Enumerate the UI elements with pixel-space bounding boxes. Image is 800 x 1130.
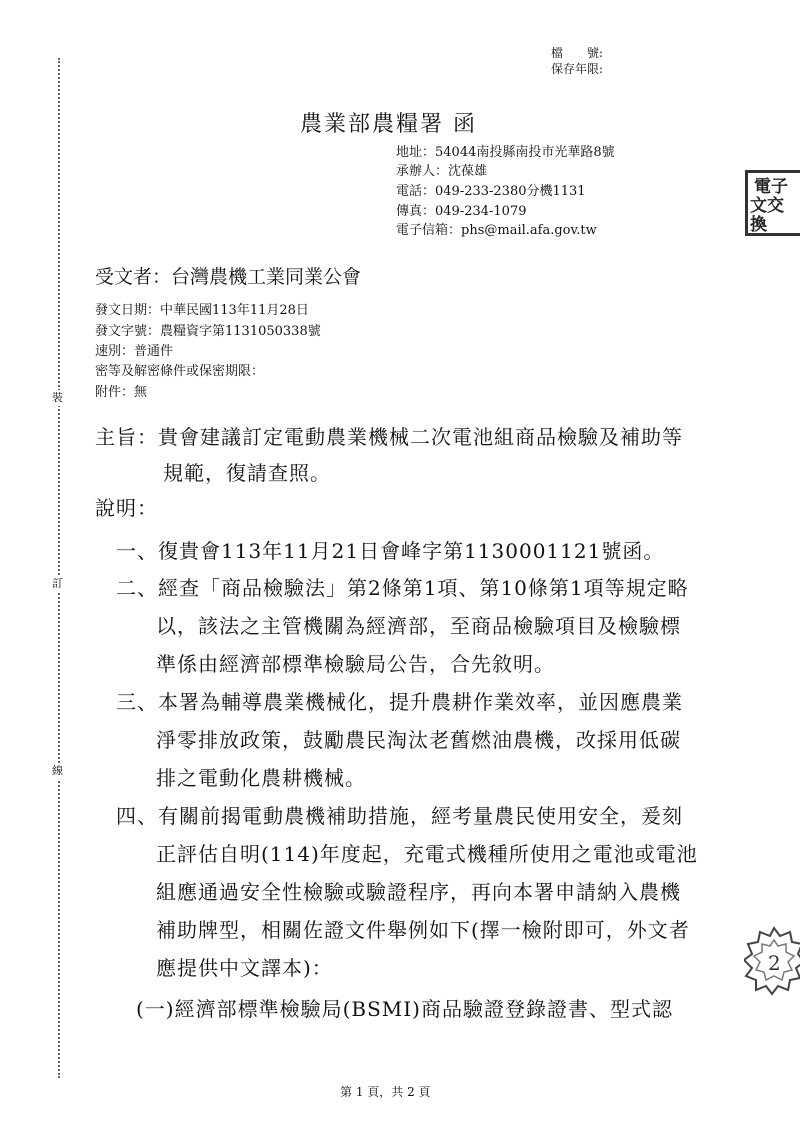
explanation-item-3-line-1: 三、本署為輔導農業機械化，提升農耕作業效率，並因應農業 [116,690,683,714]
svg-text:電子: 電子 [754,177,788,197]
page-seal-icon [744,926,800,996]
explanation-item-2-line-2: 以，該法之主管機關為經濟部，至商品檢驗項目及檢驗標 [156,614,681,638]
retention-period-label: 保存年限: [551,62,604,76]
subject-line-1: 主旨：貴會建議訂定電動農業機械二次電池組商品檢驗及補助等 [95,425,683,449]
svg-text:換: 換 [750,215,767,233]
explanation-sub-item-1: (一)經濟部標準檢驗局(BSMI)商品驗證登錄證書、型式認 [136,997,673,1021]
document-title: 農業部農糧署 函 [300,112,477,137]
delivery-speed: 速別：普通件 [95,344,174,359]
sender-email: 電子信箱：phs@mail.afa.gov.tw [396,223,597,238]
secrecy-level: 密等及解密條件或保密期限： [95,364,265,379]
binding-mark-ding: 訂 [52,577,63,590]
svg-text:文交: 文交 [750,196,784,216]
explanation-heading: 說明： [95,496,158,520]
explanation-item-4-line-5: 應提供中文譯本)： [156,956,333,980]
issue-date: 發文日期：中華民國113年11月28日 [95,303,309,318]
page-footer: 第 1 頁，共 2 頁 [340,1085,431,1099]
subject-line-2: 規範，復請查照。 [163,461,331,485]
electronic-exchange-stamp [745,170,800,236]
explanation-item-4-line-2: 正評估自明(114)年度起，充電式機種所使用之電池或電池 [156,842,698,866]
explanation-item-3-line-2: 淨零排放政策，鼓勵農民淘汰老舊燃油農機，改採用低碳 [156,728,681,752]
binding-mark-zhuang: 裝 [52,391,63,404]
stamp-glyphs-icon [750,175,800,233]
sender-phone: 電話：049-233-2380分機1131 [396,184,586,199]
explanation-item-3-line-3: 排之電動化農耕機械。 [156,766,366,790]
explanation-item-1: 一、復貴會113年11月21日會峰字第1130001121號函。 [116,539,665,563]
file-number-label: 檔 號: [551,46,604,60]
explanation-item-4-line-4: 補助牌型，相關佐證文件舉例如下(擇一檢附即可，外文者 [156,918,690,942]
sender-contact: 承辦人：沈葆雄 [396,164,488,179]
sender-fax: 傳真：049-234-1079 [396,204,527,219]
explanation-item-2-line-1: 二、經查「商品檢驗法」第2條第1項、第10條第1項等規定略 [116,576,689,600]
sender-address: 地址：54044南投縣南投市光華路8號 [396,145,615,160]
attachment: 附件：無 [95,385,148,400]
seal-number: 2 [768,951,781,975]
recipient: 受文者：台灣農機工業同業公會 [95,266,362,288]
explanation-item-2-line-3: 準係由經濟部標準檢驗局公告，合先敘明。 [156,652,555,676]
document-number: 發文字號：農糧資字第1131050338號 [95,324,321,339]
binding-mark-xian: 線 [52,764,63,777]
explanation-item-4-line-1: 四、有關前揭電動農機補助措施，經考量農民使用安全，爰刻 [116,804,683,828]
binding-dotted-line [58,58,60,1078]
explanation-item-4-line-3: 組應通過安全性檢驗或驗證程序，再向本署申請納入農機 [156,880,681,904]
